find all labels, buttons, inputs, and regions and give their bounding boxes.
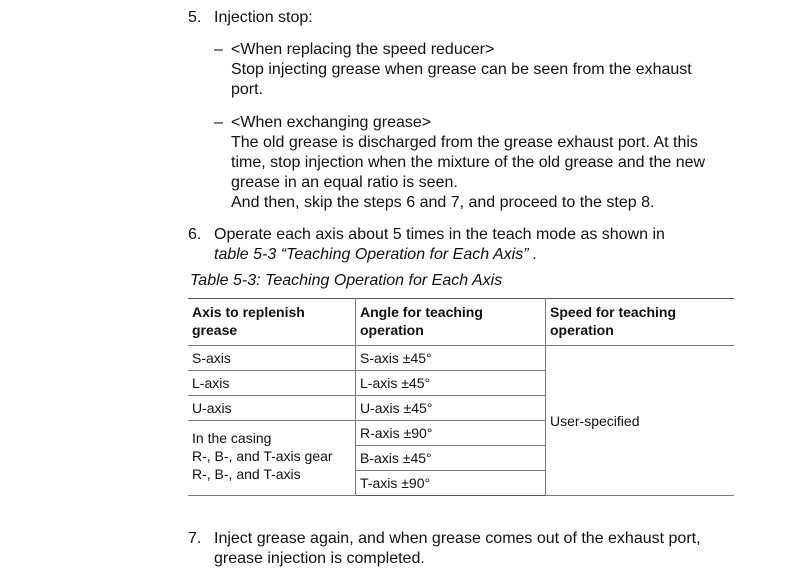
table-caption: Table 5-3: Teaching Operation for Each Axis: [190, 272, 503, 289]
table-header-row: [188, 299, 734, 346]
cell-angle: U-axis ±45°: [356, 396, 546, 421]
dash-bullet: –: [214, 114, 223, 131]
cell-axis-casing: [188, 421, 356, 496]
header-axis: Axis to replenish grease: [188, 299, 356, 346]
cell-speed: User-specified: [546, 346, 735, 496]
table-row: [188, 346, 734, 371]
step-text: Injection stop:: [214, 9, 313, 26]
sub-line: Stop injecting grease when grease can be seen from the exhaust: [231, 61, 692, 78]
dash-bullet: –: [214, 41, 223, 58]
sub-line: grease in an equal ratio is seen.: [231, 174, 458, 191]
cell-angle: R-axis ±90°: [356, 421, 546, 446]
step-number: 5.: [188, 9, 202, 26]
step-text: grease injection is completed.: [214, 550, 425, 567]
sub-heading: <When replacing the speed reducer>: [231, 41, 495, 58]
cell-angle: T-axis ±90°: [356, 471, 546, 496]
sub-line: time, stop injection when the mixture of the old grease and the new: [231, 154, 706, 171]
cell-angle: L-axis ±45°: [356, 371, 546, 396]
step-number: 6.: [188, 226, 202, 243]
header-angle: Angle for teaching operation: [356, 299, 546, 346]
sub-line: And then, skip the steps 6 and 7, and proceed to the step 8.: [231, 194, 655, 211]
step-text: Operate each axis about 5 times in the teach mode as shown in: [214, 226, 665, 243]
sub-heading: <When exchanging grease>: [231, 114, 432, 131]
cell-axis: U-axis: [188, 396, 356, 421]
casing-line: R-, B-, and T-axis gear: [192, 448, 333, 464]
step-text: Inject grease again, and when grease comes out of the exhaust port,: [214, 530, 701, 547]
casing-line: In the casing: [192, 430, 272, 446]
sub-line: The old grease is discharged from the grease exhaust port. At this: [231, 134, 698, 151]
table-reference-link[interactable]: table 5-3 “Teaching Operation for Each Axis” .: [214, 246, 538, 263]
cell-angle: S-axis ±45°: [356, 346, 546, 371]
step-number: 7.: [188, 530, 202, 547]
header-speed: Speed for teaching operation: [546, 299, 735, 346]
casing-line: R-, B-, and T-axis: [192, 466, 301, 482]
cell-axis: S-axis: [188, 346, 356, 371]
cell-angle: B-axis ±45°: [356, 446, 546, 471]
cell-axis: L-axis: [188, 371, 356, 396]
teaching-operation-table: [188, 298, 734, 496]
sub-line: port.: [231, 81, 264, 98]
